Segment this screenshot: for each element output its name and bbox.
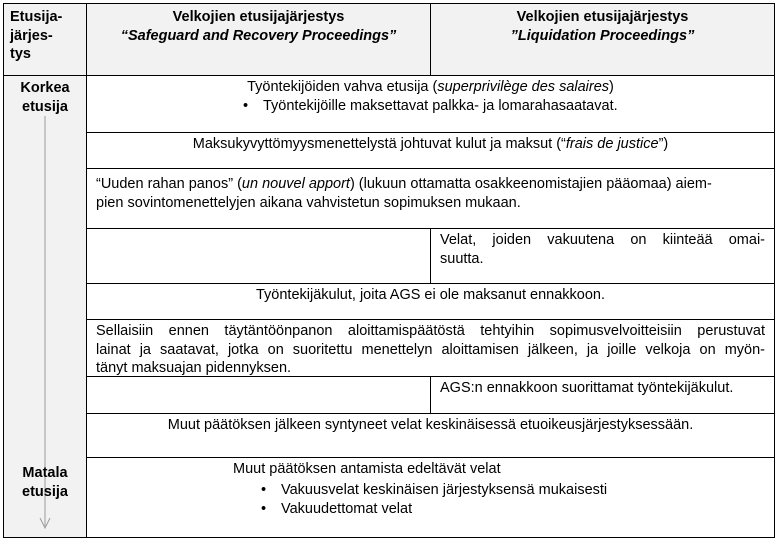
pre-judgment-bullet-list — [257, 481, 607, 518]
row-new-money — [86, 168, 775, 229]
header-priority-line1: Etusija- — [10, 9, 63, 25]
row-secured-left-empty — [86, 228, 431, 284]
low-priority-label — [4, 464, 86, 501]
priority-axis-cell — [3, 75, 87, 538]
row-post-judgment-debts — [86, 413, 775, 458]
row-real-estate-secured — [430, 228, 775, 284]
new-money-text: “Uuden rahan panos” (un nouvel apport) (lukuun ottamatta osakkeenomistajien pääomaa) aiem- pien sovintomenettelyjen aikana vahvistetun sopimuksen mukaan. — [96, 176, 712, 211]
list-item: • Vakuusvelat keskinäisen järjestyksensä mukaisesti — [257, 481, 607, 500]
low-priority-line2: etusija — [22, 483, 68, 500]
header-cell-liquidation — [430, 3, 775, 76]
salary-superprivilege-title: Työntekijöiden vahva etusija (superprivilège des salaires) — [247, 79, 614, 95]
salary-bullet-list — [239, 97, 618, 116]
header-priority-line2: järjes- — [10, 27, 53, 44]
row-pre-opening-contracts — [86, 319, 775, 377]
pre-judgment-debts-title: Muut päätöksen antamista edeltävät velat — [233, 461, 501, 477]
high-priority-line1: Korkea — [20, 80, 70, 96]
pre-opening-contracts-text: Sellaisiin ennen täytäntöönpanon aloittamispäätöstä tehtyihin sopimusvelvoitteisiin perustuvat lainat ja saatavat, jotka on suoritettu menettelyn aloittamisen jälkeen, ja joille velkoja on myön- tänyt maksuajan pidennyksen. — [96, 323, 765, 376]
high-priority-line2: etusija — [22, 98, 68, 115]
employee-costs-unpaid-text: Työntekijäkulut, joita AGS ei ole maksanut ennakkoon. — [255, 287, 605, 303]
header-cell-safeguard — [86, 3, 431, 76]
header-cell-priority — [3, 3, 87, 76]
row-salary-superprivilege — [86, 75, 775, 133]
header-liquidation-subtitle: ”Liquidation Proceedings” — [510, 27, 695, 44]
high-priority-label — [4, 79, 86, 116]
frais-de-justice-text: Maksukyvyttömyysmenettelystä johtuvat kulut ja maksut (“frais de justice”) — [192, 136, 669, 152]
list-item: • Vakuudettomat velat — [257, 500, 607, 519]
header-liquidation-title: Velkojien etusijajärjestys — [516, 9, 689, 25]
header-priority-line3: tys — [10, 46, 31, 62]
row-pre-judgment-debts — [86, 457, 775, 538]
header-safeguard-subtitle: “Safeguard and Recovery Proceedings” — [120, 27, 397, 44]
row-ags-advance-paid — [430, 376, 775, 414]
ags-advance-paid-text: AGS:n ennakkoon suorittamat työntekijäkulut. — [440, 380, 734, 396]
row-ags-left-empty — [86, 376, 431, 414]
row-employee-costs-unpaid — [86, 283, 775, 320]
low-priority-line1: Matala — [22, 465, 68, 481]
row-frais-de-justice — [86, 132, 775, 169]
header-safeguard-title: Velkojien etusijajärjestys — [172, 9, 345, 25]
real-estate-secured-text: Velat, joiden vakuutena on kiinteää omai- suutta. — [440, 232, 765, 267]
list-item: • Työntekijöille maksettavat palkka- ja lomarahasaatavat. — [239, 97, 618, 116]
post-judgment-debts-text: Muut päätöksen jälkeen syntyneet velat keskinäisessä etuoikeusjärjestyksessään. — [167, 417, 694, 433]
